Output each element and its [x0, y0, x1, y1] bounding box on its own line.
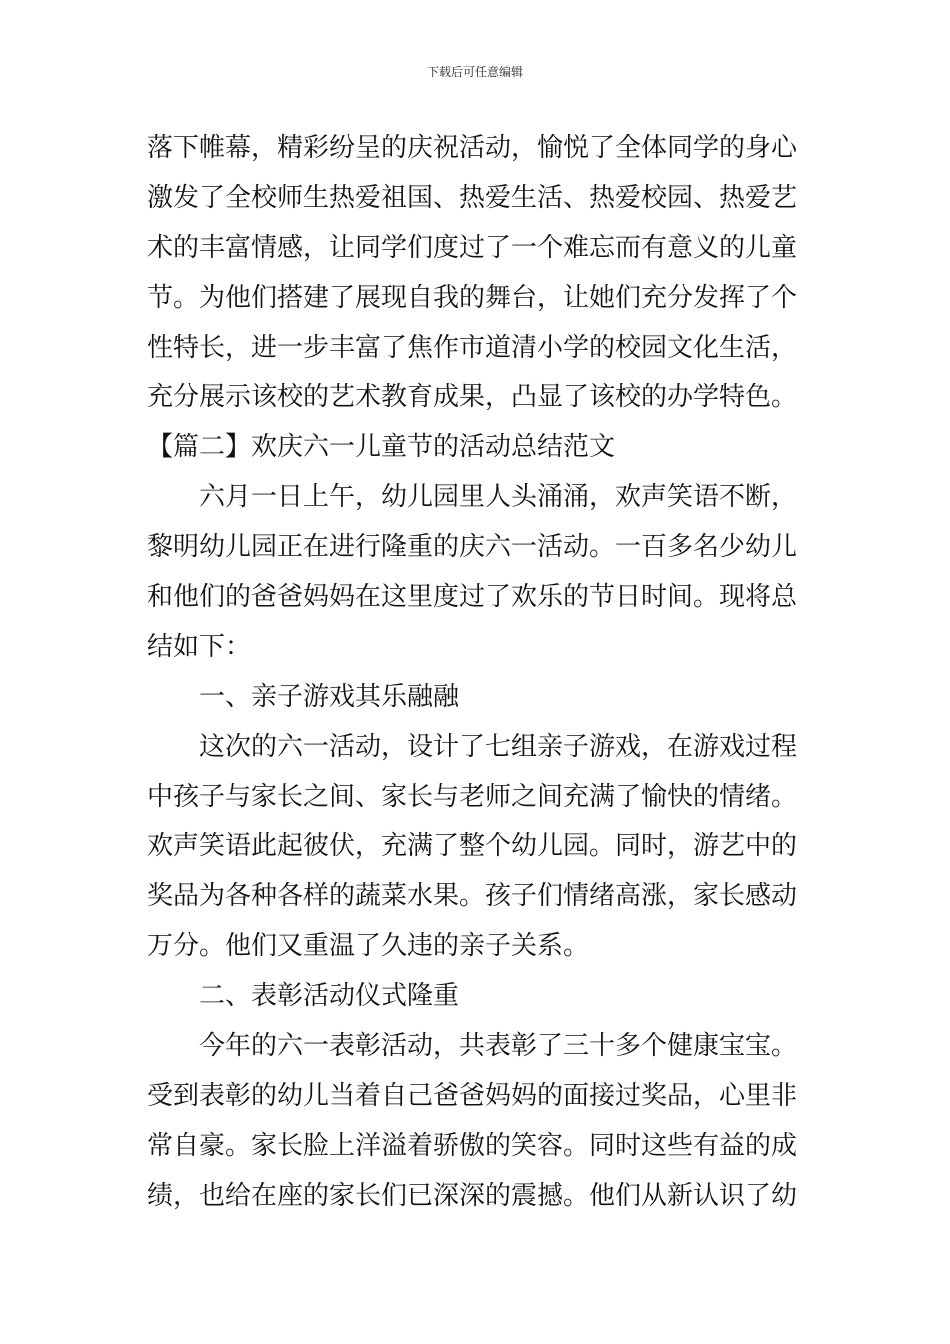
paragraph-line: 欢声笑语此起彼伏，充满了整个幼儿园。同时，游艺中的 — [147, 831, 798, 862]
document-body — [147, 124, 807, 1222]
section-heading: 【篇二】欢庆六一儿童节的活动总结范文 — [147, 432, 616, 463]
paragraph-line: 激发了全校师生热爱祖国、热爱生活、热爱校园、热爱艺 — [147, 182, 798, 213]
paragraph-line: 性特长，进一步丰富了焦作市道清小学的校园文化生活， — [147, 332, 798, 363]
paragraph-line: 绩，也给在座的家长们已深深的震撼。他们从新认识了幼 — [147, 1180, 798, 1211]
subsection-heading: 一、亲子游戏其乐融融 — [199, 681, 460, 712]
paragraph-line: 常自豪。家长脸上洋溢着骄傲的笑容。同时这些有益的成 — [147, 1130, 798, 1161]
paragraph-line: 术的丰富情感，让同学们度过了一个难忘而有意义的儿童 — [147, 232, 798, 263]
paragraph-line: 结如下： — [147, 631, 252, 662]
subsection-heading: 二、表彰活动仪式隆重 — [199, 981, 460, 1012]
paragraph-line: 六月一日上午，幼儿园里人头涌涌，欢声笑语不断， — [199, 482, 798, 513]
paragraph-line: 奖品为各种各样的蔬菜水果。孩子们情绪高涨，家长感动 — [147, 881, 798, 912]
paragraph-line: 充分展示该校的艺术教育成果，凸显了该校的办学特色。 — [147, 382, 798, 413]
paragraph-line: 黎明幼儿园正在进行隆重的庆六一活动。一百多名少幼儿 — [147, 532, 798, 563]
paragraph-line: 节。为他们搭建了展现自我的舞台，让她们充分发挥了个 — [147, 282, 798, 313]
paragraph-line: 今年的六一表彰活动，共表彰了三十多个健康宝宝。 — [199, 1031, 798, 1062]
paragraph-line: 和他们的爸爸妈妈在这里度过了欢乐的节日时间。现将总 — [147, 582, 798, 613]
paragraph-line: 落下帷幕，精彩纷呈的庆祝活动，愉悦了全体同学的身心 — [147, 133, 798, 163]
page-header-note: 下载后可任意编辑 — [426, 65, 523, 79]
paragraph-line: 受到表彰的幼儿当着自己爸爸妈妈的面接过奖品，心里非 — [147, 1080, 798, 1111]
paragraph-line: 这次的六一活动，设计了七组亲子游戏，在游戏过程 — [199, 731, 798, 762]
paragraph-line: 中孩子与家长之间、家长与老师之间充满了愉快的情绪。 — [147, 781, 798, 812]
paragraph-line: 万分。他们又重温了久违的亲子关系。 — [147, 931, 590, 962]
